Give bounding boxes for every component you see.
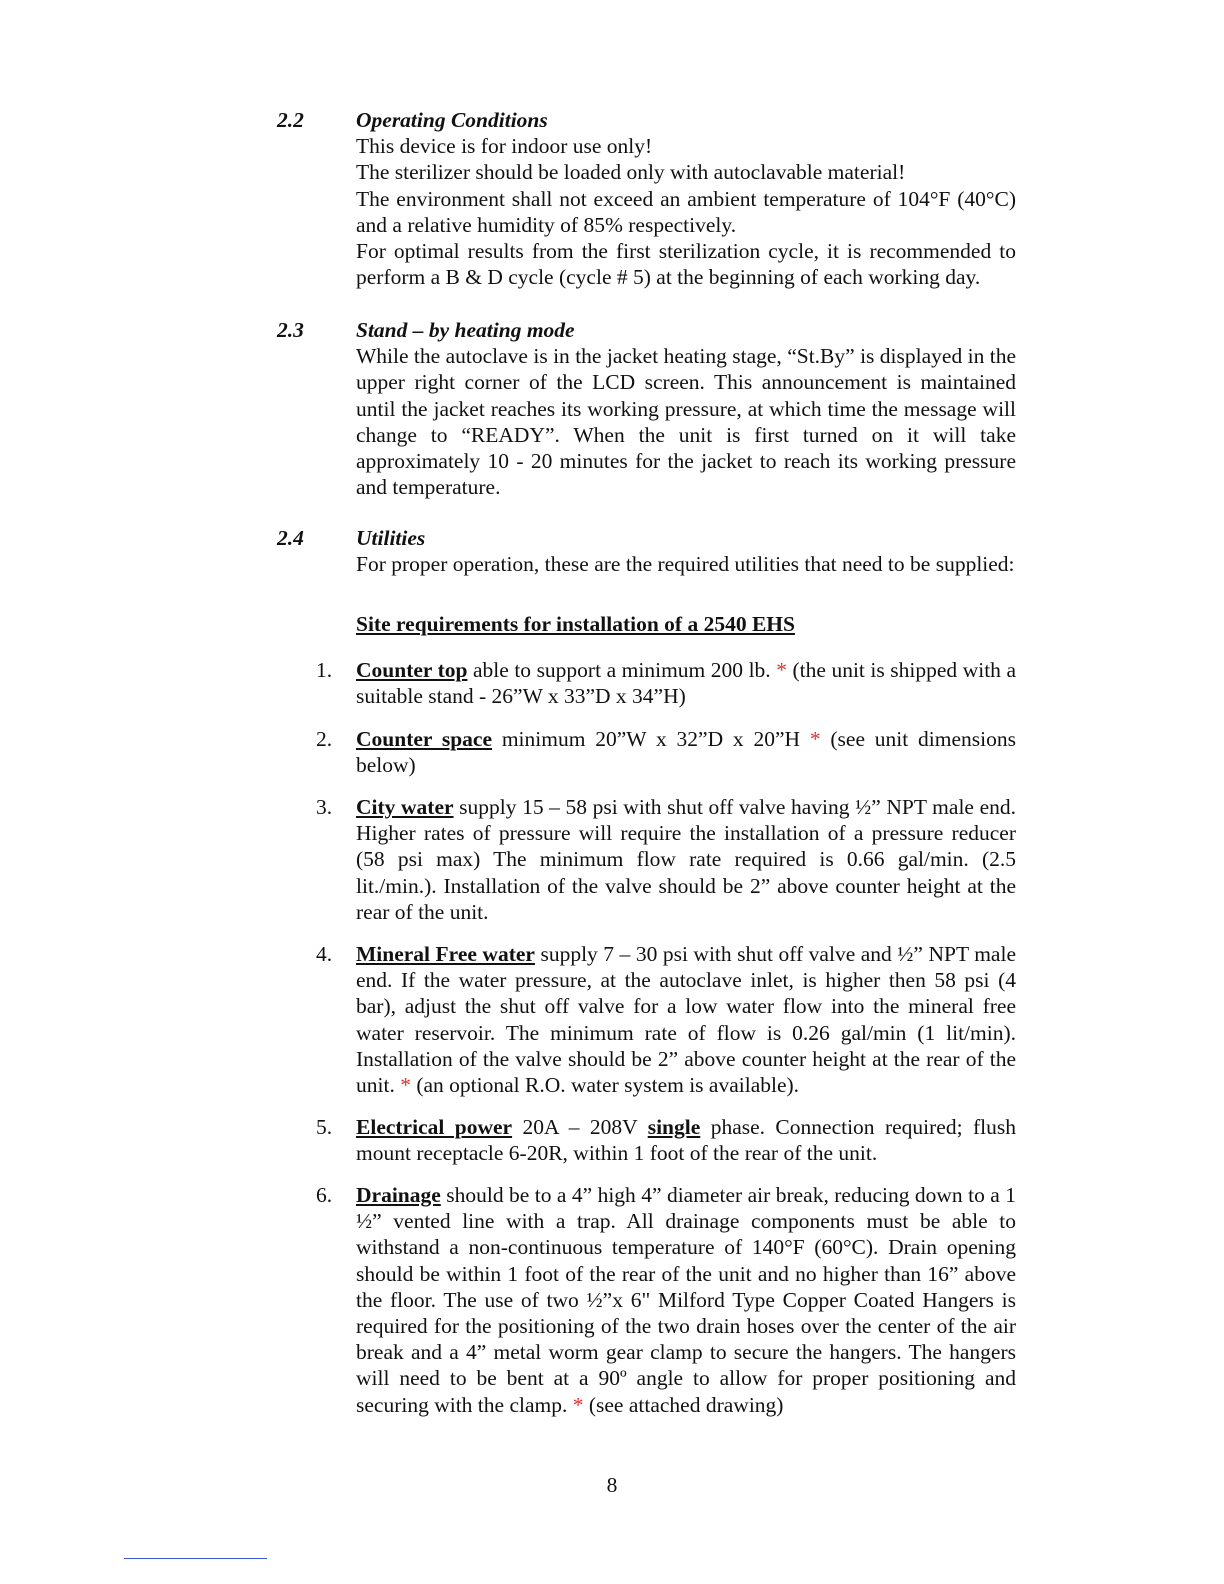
list-number: 4. bbox=[316, 942, 333, 966]
requirement-text: supply 15 – 58 psi with shut off valve having ½” NPT male end. Higher rates of pressure will require the installation of a pressure reducer (58 psi max) The minimum flow rate required is 0.66 gal/min. (2.5 lit./min.). Installation of the valve should be 2” above counter height at the rear of the unit. bbox=[356, 795, 1016, 924]
site-requirements-heading: Site requirements for installation of a 2540 EHS bbox=[356, 612, 795, 636]
section-body bbox=[356, 317, 1016, 500]
section-title: Utilities bbox=[356, 526, 426, 550]
list-text bbox=[356, 1182, 1016, 1418]
requirement-text: (see unit dimensions below) bbox=[356, 727, 1016, 778]
requirement-text: (an optional R.O. water system is available). bbox=[410, 1073, 800, 1098]
requirement-text: (the unit is shipped with a suitable stand - 26”W x 33”D x 34”H) bbox=[356, 658, 1016, 709]
list-number: 1. bbox=[316, 658, 333, 682]
list-text bbox=[356, 1114, 1016, 1166]
requirement-term: single bbox=[647, 1115, 701, 1139]
asterisk-mark: * bbox=[400, 1073, 411, 1098]
requirement-term: Mineral Free water bbox=[356, 942, 535, 966]
requirement-text: supply 7 – 30 psi with shut off valve and ½” NPT male end. If the water pressure, at the autoclave inlet, is higher then 58 psi (4 bar), adjust the shut off valve for a low water flow into the mineral free water reservoir. The minimum rate of flow is 0.26 gal/min (1 lit/min). Installation of the valve should be 2” above counter height at the rear of the unit. bbox=[356, 942, 1016, 1098]
requirement-text: (see attached drawing) bbox=[583, 1392, 784, 1417]
paragraph: For proper operation, these are the required utilities that need to be supplied: bbox=[356, 552, 1015, 577]
requirement-text: minimum 20”W x 32”D x 20”H bbox=[492, 727, 810, 751]
text-line: This device is for indoor use only! bbox=[356, 134, 653, 159]
list-number: 3. bbox=[316, 795, 333, 819]
section-title: Operating Conditions bbox=[356, 108, 548, 132]
requirement-text: phase. Connection required; flush mount receptacle 6-20R, within 1 foot of the rear of the unit. bbox=[356, 1115, 1016, 1166]
paragraph: While the autoclave is in the jacket heating stage, “St.By” is displayed in the upper right corner of the LCD screen. This announcement is maintained until the jacket reaches its working pressure, at which time the message will change to “READY”. When the unit is first turned on it will take approximately 10 - 20 minutes for the jacket to reach its working pressure and temperature. bbox=[356, 344, 1016, 500]
requirement-term: Electrical power bbox=[356, 1115, 513, 1139]
requirement-text: able to support a minimum 200 lb. bbox=[467, 658, 777, 682]
paragraph: For optimal results from the first sterilization cycle, it is recommended to perform a B & D cycle (cycle # 5) at the beginning of each working day. bbox=[356, 239, 1016, 290]
list-text bbox=[356, 657, 1016, 709]
list-number: 6. bbox=[316, 1183, 333, 1207]
section-body bbox=[356, 525, 1016, 577]
footnote-rule bbox=[124, 1558, 267, 1559]
section-title: Stand – by heating mode bbox=[356, 318, 575, 342]
requirement-text: should be to a 4” high 4” diameter air break, reducing down to a 1 ½” vented line with a trap. All drainage components must be able to withstand a non-continuous temperature of 140°F (60°C). Drain opening should be within 1 foot of the rear of the unit and no higher than 16” above the floor. The use of two ½”x 6" Milford Type Copper Coated Hangers is required for the positioning of the two drain hoses over the center of the air break and a 4” metal worm gear clamp to secure the hangers. The hangers will need to be bent at a 90º angle to allow for proper positioning and securing with the clamp. bbox=[356, 1183, 1016, 1417]
asterisk-mark: * bbox=[776, 658, 787, 682]
requirement-text: 20A – 208V bbox=[512, 1115, 648, 1139]
requirement-term: City water bbox=[356, 795, 454, 819]
list-text bbox=[356, 941, 1016, 1098]
asterisk-mark: * bbox=[572, 1392, 584, 1417]
requirement-term: Counter space bbox=[356, 727, 493, 751]
text-line: The sterilizer should be loaded only with autoclavable material! bbox=[356, 160, 906, 185]
list-text bbox=[356, 726, 1016, 778]
list-text bbox=[356, 794, 1016, 925]
section-body bbox=[356, 107, 1016, 290]
section-number: 2.3 bbox=[277, 318, 304, 342]
section-number: 2.4 bbox=[277, 526, 304, 550]
list-number: 5. bbox=[316, 1115, 333, 1139]
paragraph: The environment shall not exceed an ambient temperature of 104°F (40°C) and a relative humidity of 85% respectively. bbox=[356, 186, 1016, 237]
requirement-term: Counter top bbox=[356, 658, 468, 682]
section-number: 2.2 bbox=[277, 108, 304, 132]
list-number: 2. bbox=[316, 727, 333, 751]
page-number: 8 bbox=[606, 1473, 618, 1497]
requirement-term: Drainage bbox=[356, 1183, 441, 1207]
asterisk-mark: * bbox=[809, 727, 821, 751]
